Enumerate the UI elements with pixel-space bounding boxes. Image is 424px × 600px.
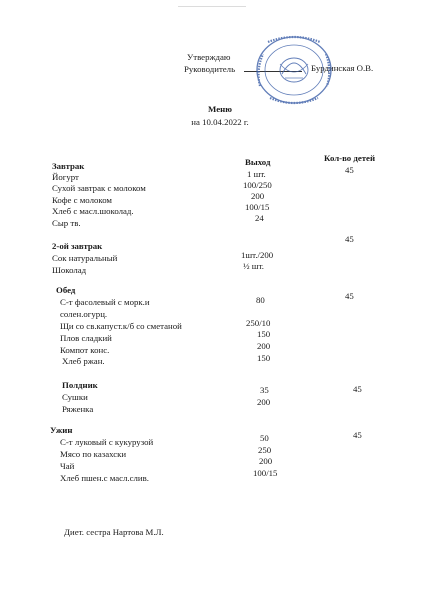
- dish-name: Йогурт: [52, 172, 79, 182]
- dish-name: Чай: [60, 461, 75, 471]
- dish-name: Компот конс.: [60, 345, 110, 355]
- dish-output: ½ шт.: [243, 261, 264, 271]
- dish-output: 1 шт.: [247, 169, 266, 179]
- dish-output: 50: [260, 433, 269, 443]
- dish-output: 1шт./200: [241, 250, 274, 260]
- section-title: Завтрак: [52, 161, 85, 171]
- dish-name: Сухой завтрак с молоком: [52, 183, 146, 193]
- dish-output: 150: [257, 329, 271, 339]
- approve-label: Утверждаю: [187, 52, 231, 62]
- dish-output: 200: [257, 397, 271, 407]
- column-header-children: Кол-во детей: [324, 153, 376, 163]
- dish-name: Плов сладкий: [60, 333, 112, 343]
- dish-name: Сушки: [62, 392, 88, 402]
- dish-output: 200: [251, 191, 265, 201]
- dish-output: 35: [260, 385, 269, 395]
- dish-output: 150: [257, 353, 271, 363]
- dish-output: 200: [259, 456, 273, 466]
- dish-name: Щи со св.капуст.к/б со сметаной: [60, 321, 182, 331]
- section-title: Полдник: [62, 380, 98, 390]
- dish-name: Сыр тв.: [52, 218, 81, 228]
- signature-name: Бурдинская О.В.: [311, 63, 374, 73]
- dish-name: Мясо по казахски: [60, 449, 127, 459]
- section-title: 2-ой завтрак: [52, 241, 103, 251]
- dish-output: 200: [257, 341, 271, 351]
- dish-name: Ряженка: [62, 404, 94, 414]
- dish-name: Сок натуральный: [52, 253, 118, 263]
- dish-output: 100/250: [243, 180, 272, 190]
- menu-title: Меню: [208, 104, 232, 114]
- footer-signature: Диет. сестра Нартова М.Л.: [64, 527, 164, 537]
- children-count: 45: [345, 165, 354, 175]
- dish-name: Шоколад: [52, 265, 87, 275]
- section-title: Обед: [56, 285, 76, 295]
- dish-name: Хлеб ржан.: [62, 356, 105, 366]
- scan-artifact-line: [178, 6, 246, 7]
- children-count: 45: [345, 291, 354, 301]
- dish-name: Хлеб с масл.шоколад.: [52, 206, 134, 216]
- children-count: 45: [353, 384, 362, 394]
- dish-name: Хлеб пшен.с масл.слив.: [60, 473, 149, 483]
- position-label: Руководитель: [184, 64, 236, 74]
- dish-output: 24: [255, 213, 264, 223]
- menu-date: на 10.04.2022 г.: [191, 117, 249, 127]
- dish-name: С-т фасолевый с морк.и: [60, 297, 150, 307]
- dish-output: 100/15: [245, 202, 270, 212]
- official-stamp-icon: [254, 34, 334, 106]
- dish-name: Кофе с молоком: [52, 195, 112, 205]
- dish-output: 100/15: [253, 468, 278, 478]
- dish-name: солен.огурц.: [60, 309, 108, 319]
- children-count: 45: [345, 234, 354, 244]
- dish-output: 80: [256, 295, 265, 305]
- dish-output: 250: [258, 445, 272, 455]
- dish-output: 250/10: [246, 318, 271, 328]
- column-header-output: Выход: [245, 157, 271, 167]
- section-title: Ужин: [50, 425, 73, 435]
- children-count: 45: [353, 430, 362, 440]
- dish-name: С-т луковый с кукурузой: [60, 437, 154, 447]
